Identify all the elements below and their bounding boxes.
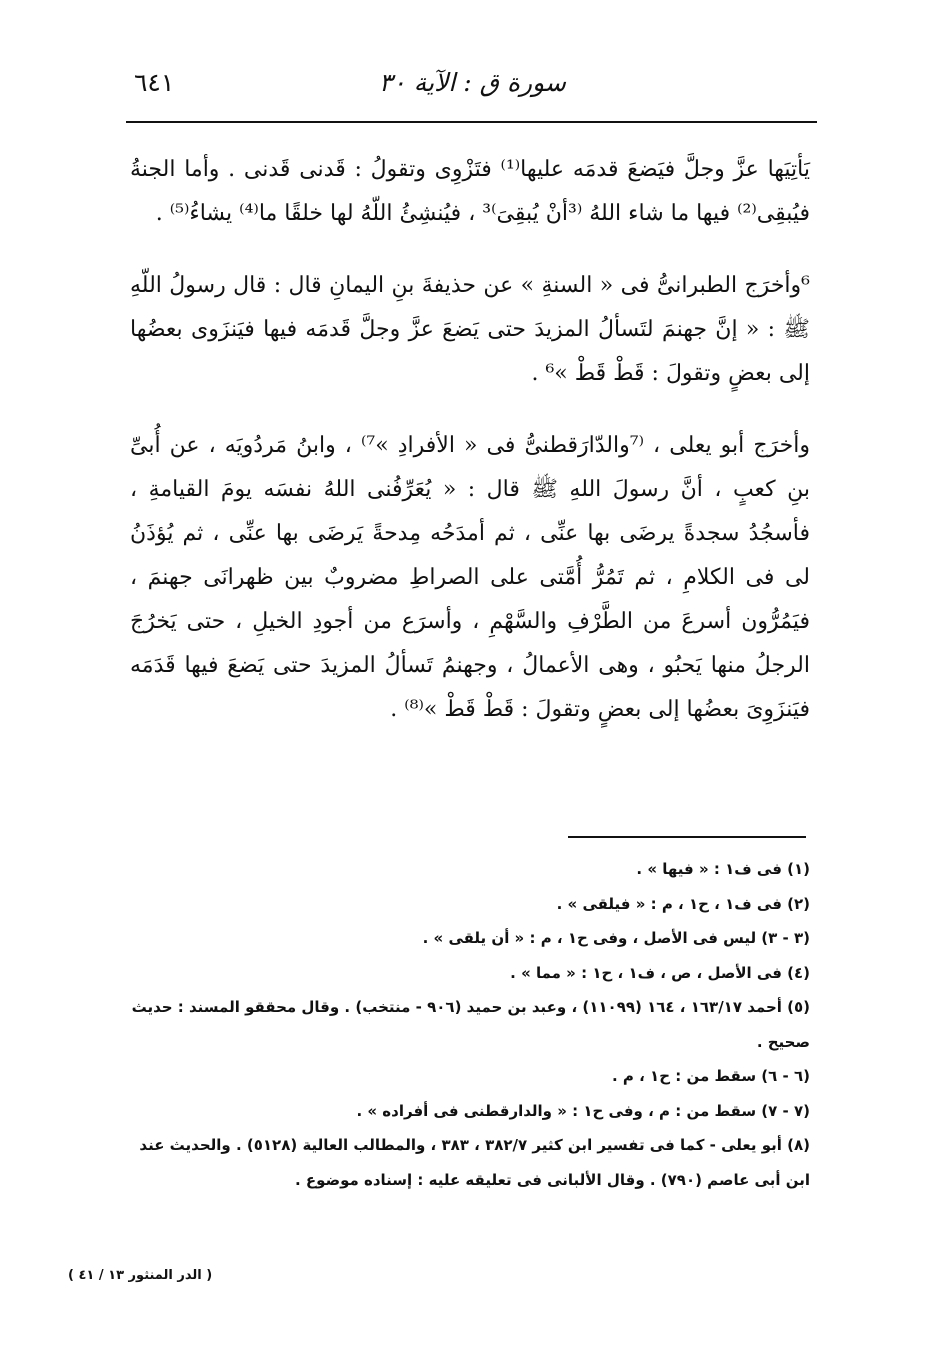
footnote-1: (١) فى ف١ : « فيها » . [636,860,810,878]
paragraph-1: يَأتِيَها عزَّ وجلَّ فيَضعَ قدمَه عليها⁽¹⁾ فتَزْوِى وتقولُ : قَدنى قَدنى . وأما الجنةُ فيُبقِى⁽²⁾ فيها ما شاء اللهُ ⁽³أنْ يُبقِىَ⁾³ ، فيُنشِئُ اللّهُ لها خلقًا ما⁽⁴⁾ يشاءُ⁽⁵⁾ . [130,157,810,226]
footnote-6: (٦ - ٦) سقط من : ح١ ، م . [611,1067,810,1085]
header-rule [126,121,817,123]
volume-signature: ( الدر المنثور ١٣ / ٤١ ) [68,1268,213,1283]
main-text [130,148,810,732]
page-header [126,60,816,110]
page-number: ٦٤١ [134,68,175,97]
paragraph-3: وأخرَج أبو يعلى ، ⁽⁷والدّارَقطنىُّ فى « الأفرادِ »⁷⁾ ، وابنُ مَردُويَه ، عن أُبىِّ بنِ كعبٍ ، أنَّ رسولَ اللهِ ﷺ قال : « يُعَرِّفُنى اللهُ نفسَه يومَ القيامةِ ، فأسجُدُ سجدةً يرضَى بها عنِّى ، ثم أمدَحُه مِدحةً يَرضَى بها عنِّى ، ثم يُؤذَنُ لى فى الكلامِ ، ثم تَمُرُّ أُمَّتى على الصراطِ مضروبٌ بين ظهرانَى جهنمَ ، فيَمُرُّون أسرعَ من الطَّرْفِ والسَّهْمِ ، وأسرَع من أجودِ الخيلِ ، حتى يَخرُجَ الرجلُ منها يَحبُو ، وهى الأعمالُ ، وجهنمُ تَسألُ المزيدَ حتى يَضعَ فيها قَدَمَه فيَنزَوِىَ بعضُها إلى بعضٍ وتقولَ : قَطْ قَطْ »⁽⁸⁾ . [130,433,811,722]
footnotes [125,852,810,1197]
footnote-8: (٨) أبو يعلى - كما فى تفسير ابن كثير ٣٨٢/٧ ، ٣٨٣ ، والمطالب العالية (٥١٢٨) . والحديث عند ابن أبى عاصم (٧٩٠) . وقال الألبانى فى تعليقه عليه : إسناده موضوع . [139,1136,810,1189]
footnote-4: (٤) فى الأصل ، ص ، ف١ ، ح١ : « مما » . [510,963,810,982]
footnote-7: (٧ - ٧) سقط من : م ، وفى ح١ : « والدارقطنى فى أفراده » . [356,1101,810,1120]
footnote-5: (٥) أحمد ١٦٣/١٧ ، ١٦٤ (١١٠٩٩) ، وعبد بن حميد (٩٠٦ - منتخب) . وقال محققو المسند : حديث صحيح . [131,998,810,1051]
paragraph-2: ⁶وأخرَج الطبرانىُّ فى « السنةِ » عن حذيفةَ بنِ اليمانِ قال : قال رسولُ اللّهِ ﷺ : « إنَّ جهنمَ لتَسألُ المزيدَ حتى يَضعَ عزَّ وجلَّ قَدمَه فيها فيَنزَوى بعضُها إلى بعضٍ وتقولَ : قَطْ قَطْ »⁶ . [130,273,810,386]
footnote-2: (٢) فى ف١ ، ح١ ، م : « فيلقى » . [556,894,810,913]
footnote-3: (٣ - ٣) ليس فى الأصل ، وفى ح١ ، م : « أن يلقى » . [422,929,810,947]
footnote-rule [568,836,806,838]
running-title: سورة ق : الآية ٣٠ [378,68,566,97]
